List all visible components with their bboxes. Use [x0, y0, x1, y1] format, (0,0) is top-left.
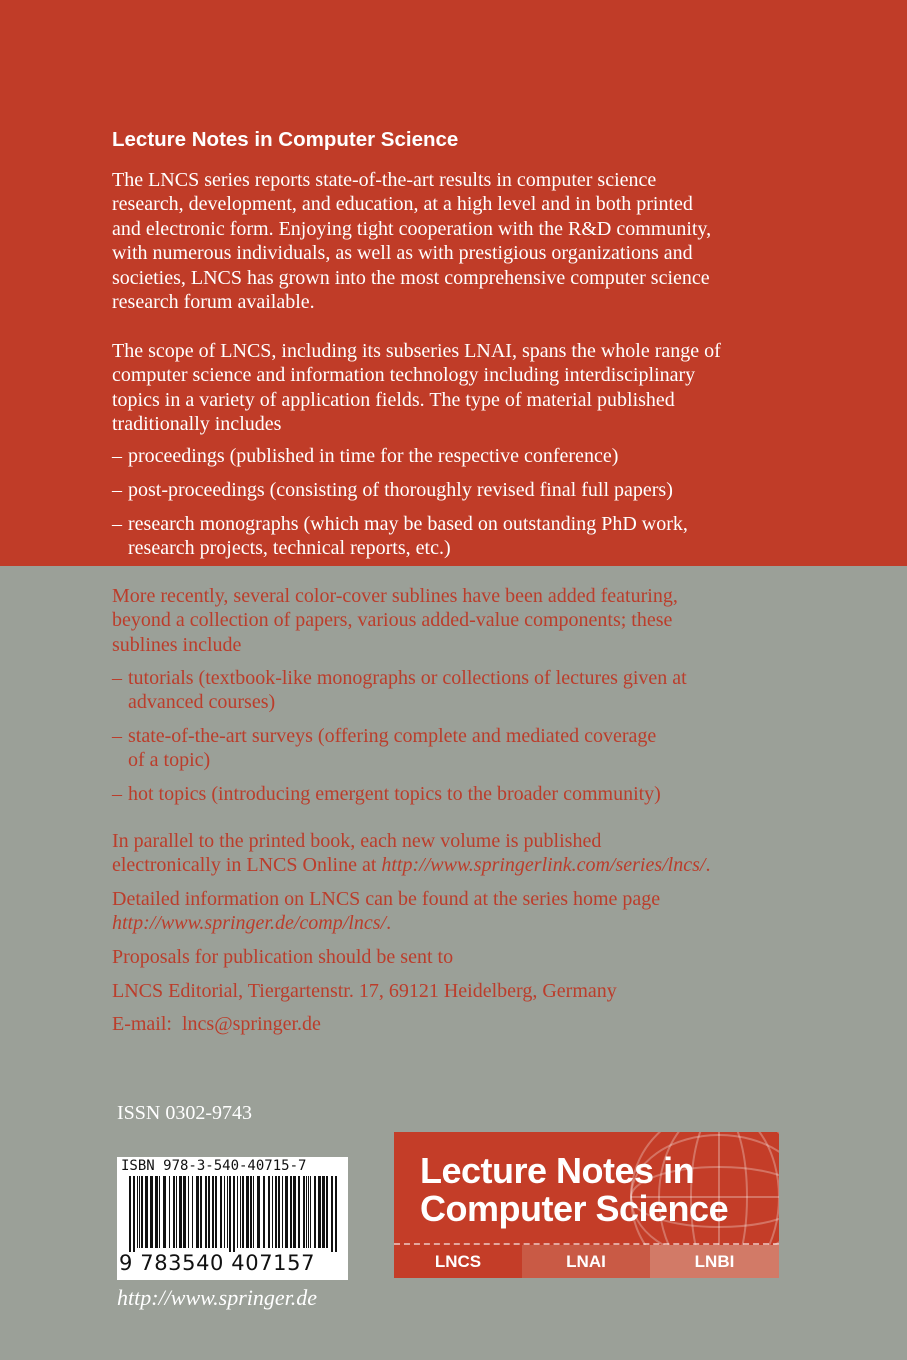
barcode-bars [121, 1176, 344, 1252]
sublines-intro [112, 584, 678, 657]
intro-line: and electronic form. Enjoying tight cooperation with the R&D community, [112, 217, 712, 240]
material-item-text: proceedings (published in time for the respective conference) [128, 445, 619, 467]
sublines-line: sublines include [112, 633, 242, 656]
logo-title-line1: Lecture Notes in [420, 1150, 695, 1191]
email-address[interactable]: lncs@springer.de [181, 1013, 321, 1035]
logo-band-lnbi: LNBI [650, 1245, 779, 1278]
material-item [112, 444, 618, 468]
isbn-text: ISBN 978-3-540-40715-7 [121, 1158, 307, 1174]
homepage-paragraph [112, 887, 660, 936]
scope-paragraph [112, 339, 721, 437]
list-dash: – [112, 513, 122, 535]
subline-item-text: tutorials (textbook-like monographs or collections of lectures given at [128, 667, 687, 689]
scope-line: topics in a variety of application fields. The type of material published [112, 388, 675, 411]
homepage-suffix: . [386, 912, 392, 935]
subline-item-text-continued: advanced courses) [128, 691, 276, 714]
scope-line: traditionally includes [112, 413, 282, 436]
scope-line: computer science and information technology including interdisciplinary [112, 364, 696, 387]
logo-band-lnai: LNAI [522, 1245, 650, 1278]
issn-number: ISSN 0302-9743 [117, 1102, 253, 1124]
editorial-address: LNCS Editorial, Tiergartenstr. 17, 69121 Heidelberg, Germany [112, 980, 617, 1002]
publisher-website[interactable]: http://www.springer.de [117, 1285, 318, 1310]
isbn-barcode [117, 1157, 348, 1280]
material-item-text-continued: research projects, technical reports, etc.) [128, 537, 451, 560]
subline-item [112, 666, 687, 715]
subline-item-text: hot topics (introducing emergent topics to the broader community) [128, 783, 661, 805]
online-line-suffix: . [705, 854, 711, 877]
logo-band-lncs: LNCS [394, 1245, 522, 1278]
intro-paragraph [112, 168, 711, 314]
material-item-text: research monographs (which may be based on outstanding PhD work, [128, 513, 688, 535]
material-item-text: post-proceedings (consisting of thoroughly revised final full papers) [128, 479, 673, 501]
intro-line: The LNCS series reports state-of-the-art results in computer science [112, 169, 657, 191]
sublines-line: More recently, several color-cover sublines have been added featuring, [112, 585, 678, 607]
material-item [112, 478, 673, 502]
list-dash: – [112, 479, 122, 501]
email-label: E-mail: [112, 1013, 172, 1035]
intro-line: with numerous individuals, as well as with prestigious organizations and [112, 242, 693, 265]
intro-line: research, development, and education, at a high level and in both printed [112, 193, 693, 216]
online-line-prefix: electronically in LNCS Online at [112, 854, 382, 877]
material-item [112, 512, 688, 561]
online-line: In parallel to the printed book, each new volume is published [112, 830, 602, 852]
email-line [112, 1012, 321, 1036]
subline-item [112, 724, 656, 773]
list-dash: – [112, 667, 122, 689]
subline-item-text: state-of-the-art surveys (offering complete and mediated coverage [128, 725, 657, 747]
springerlink-url[interactable]: http://www.springerlink.com/series/lncs/ [381, 854, 706, 877]
list-dash: – [112, 783, 122, 805]
series-logo [394, 1132, 779, 1278]
series-heading: Lecture Notes in Computer Science [112, 128, 459, 151]
lncs-homepage-url[interactable]: http://www.springer.de/comp/lncs/ [112, 912, 387, 935]
intro-line: research forum available. [112, 291, 315, 314]
list-dash: – [112, 725, 122, 747]
proposals-text: Proposals for publication should be sent to [112, 946, 454, 968]
sublines-line: beyond a collection of papers, various added-value components; these [112, 609, 673, 632]
subline-item [112, 782, 661, 806]
online-paragraph [112, 829, 710, 878]
intro-line: societies, LNCS has grown into the most comprehensive computer science [112, 266, 710, 289]
barcode-digits: 9 783540 407157 [119, 1251, 316, 1275]
list-dash: – [112, 445, 122, 467]
homepage-line: Detailed information on LNCS can be found at the series home page [112, 888, 661, 910]
subline-item-text-continued: of a topic) [128, 749, 211, 772]
scope-line: The scope of LNCS, including its subseries LNAI, spans the whole range of [112, 340, 721, 362]
logo-title-line2: Computer Science [420, 1188, 729, 1229]
